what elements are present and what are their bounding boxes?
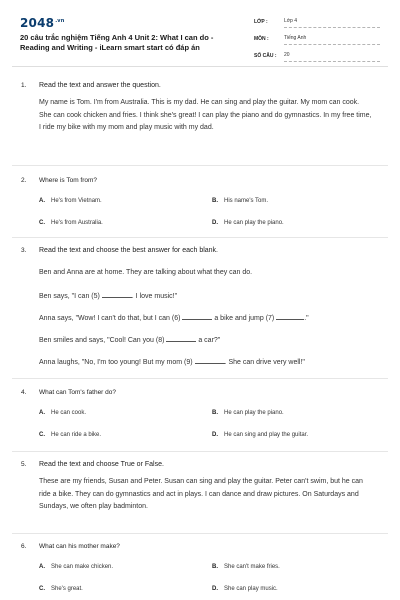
option-text: He can cook.	[51, 410, 87, 416]
logo-text: 2048	[20, 16, 55, 30]
option-a[interactable]	[39, 564, 113, 570]
option-a[interactable]	[39, 410, 86, 416]
text-segment: ."	[304, 315, 309, 322]
site-logo[interactable]	[20, 16, 65, 30]
option-letter: D.	[212, 220, 218, 226]
logo-domain: .vn	[55, 18, 65, 24]
question-prompt: What can Tom's father do?	[39, 389, 116, 396]
text-line	[39, 357, 372, 366]
question-prompt: What can his mother make?	[39, 543, 120, 550]
question-number: 1.	[21, 82, 27, 89]
option-c[interactable]	[39, 432, 101, 438]
reading-passage: These are my friends, Susan and Peter. Susan can sing and play the guitar. Peter can't swim, but he can ride a bike. They can do gymnastics and act in plays. I can dance and draw pictures. On Saturdays and Sundays, we often play badminton.	[39, 478, 363, 511]
meta-value: 20	[284, 52, 380, 62]
question-divider	[12, 237, 388, 238]
meta-value: Lớp 4	[284, 18, 380, 28]
blank-8[interactable]	[166, 335, 196, 342]
option-d[interactable]	[212, 220, 284, 226]
option-letter: C.	[39, 432, 45, 438]
question-prompt: Read the text and choose True or False.	[39, 461, 164, 468]
meta-label: LỚP :	[254, 19, 268, 25]
blank-9[interactable]	[195, 357, 225, 364]
meta-row-count	[254, 48, 380, 65]
text-segment: Anna says, "Wow! I can't do that, but I can (6)	[39, 315, 181, 322]
question-divider	[12, 378, 388, 379]
option-c[interactable]	[39, 586, 83, 592]
document-title: 20 câu trắc nghiệm Tiếng Anh 4 Unit 2: What I can do - Reading and Writing - iLearn smart start có đáp án	[20, 33, 214, 52]
option-text: He can ride a bike.	[51, 432, 102, 438]
option-letter: B.	[212, 410, 218, 416]
blank-7[interactable]	[276, 313, 304, 320]
worksheet-header	[0, 0, 400, 66]
meta-label: MÔN :	[254, 36, 269, 42]
question-number: 5.	[21, 461, 27, 468]
option-letter: C.	[39, 586, 45, 592]
option-b[interactable]	[212, 564, 280, 570]
meta-info	[254, 14, 380, 65]
text-line: Ben and Anna are at home. They are talking about what they can do.	[39, 269, 253, 276]
blank-5[interactable]	[102, 291, 132, 298]
question-number: 6.	[21, 543, 27, 550]
option-text: He's from Vietnam.	[51, 198, 102, 204]
question-divider	[12, 451, 388, 452]
question-number: 3.	[21, 247, 27, 254]
option-text: He can play the piano.	[224, 220, 284, 226]
option-text: She's great.	[51, 586, 83, 592]
meta-row-subject	[254, 31, 380, 48]
text-line	[39, 335, 372, 344]
option-d[interactable]	[212, 586, 278, 592]
question-number: 2.	[21, 177, 27, 184]
option-letter: D.	[212, 586, 218, 592]
option-letter: A.	[39, 564, 45, 570]
text-line	[39, 313, 372, 322]
question-number: 4.	[21, 389, 27, 396]
option-letter: D.	[212, 432, 218, 438]
option-text: She can play music.	[224, 586, 278, 592]
text-segment: a car?"	[198, 337, 221, 344]
option-text: His name's Tom.	[224, 198, 269, 204]
text-line	[39, 291, 372, 300]
option-letter: B.	[212, 564, 218, 570]
option-a[interactable]	[39, 198, 102, 204]
option-c[interactable]	[39, 220, 103, 226]
reading-passage: My name is Tom. I'm from Australia. This is my dad. He can sing and play the guitar. My mom can cook. She can cook chicken and fries. I think she's great! I can play the piano and do gymnastics. In my free time, I ride my bike with my mom and play music with my dad.	[39, 99, 372, 132]
question-prompt: Read the text and answer the question.	[39, 82, 161, 89]
option-text: He's from Australia.	[51, 220, 103, 226]
text-segment: a bike and jump (7)	[214, 315, 275, 322]
header-divider	[12, 66, 388, 67]
question-divider	[12, 533, 388, 534]
option-text: She can't make fries.	[224, 564, 280, 570]
text-segment: Ben says, "I can (5)	[39, 293, 100, 300]
option-text: He can sing and play the guitar.	[224, 432, 309, 438]
question-prompt: Where is Tom from?	[39, 177, 98, 184]
question-prompt: Read the text and choose the best answer for each blank.	[39, 247, 219, 254]
text-segment: Ben smiles and says, "Cool! Can you (8)	[39, 337, 165, 344]
blank-6[interactable]	[182, 313, 212, 320]
question-divider	[12, 165, 388, 166]
option-text: He can play the piano.	[224, 410, 284, 416]
option-text: She can make chicken.	[51, 564, 114, 570]
option-letter: A.	[39, 410, 45, 416]
option-b[interactable]	[212, 410, 284, 416]
text-segment: . I love music!"	[131, 293, 178, 300]
option-letter: C.	[39, 220, 45, 226]
option-letter: B.	[212, 198, 218, 204]
meta-value: Tiếng Anh	[284, 35, 380, 45]
option-letter: A.	[39, 198, 45, 204]
option-b[interactable]	[212, 198, 268, 204]
text-segment: Anna laughs, "No, I'm too young! But my mom (9)	[39, 359, 193, 366]
text-segment: . She can drive very well!"	[224, 359, 305, 366]
meta-row-grade	[254, 14, 380, 31]
option-d[interactable]	[212, 432, 308, 438]
meta-label: SỐ CÂU :	[254, 53, 277, 59]
